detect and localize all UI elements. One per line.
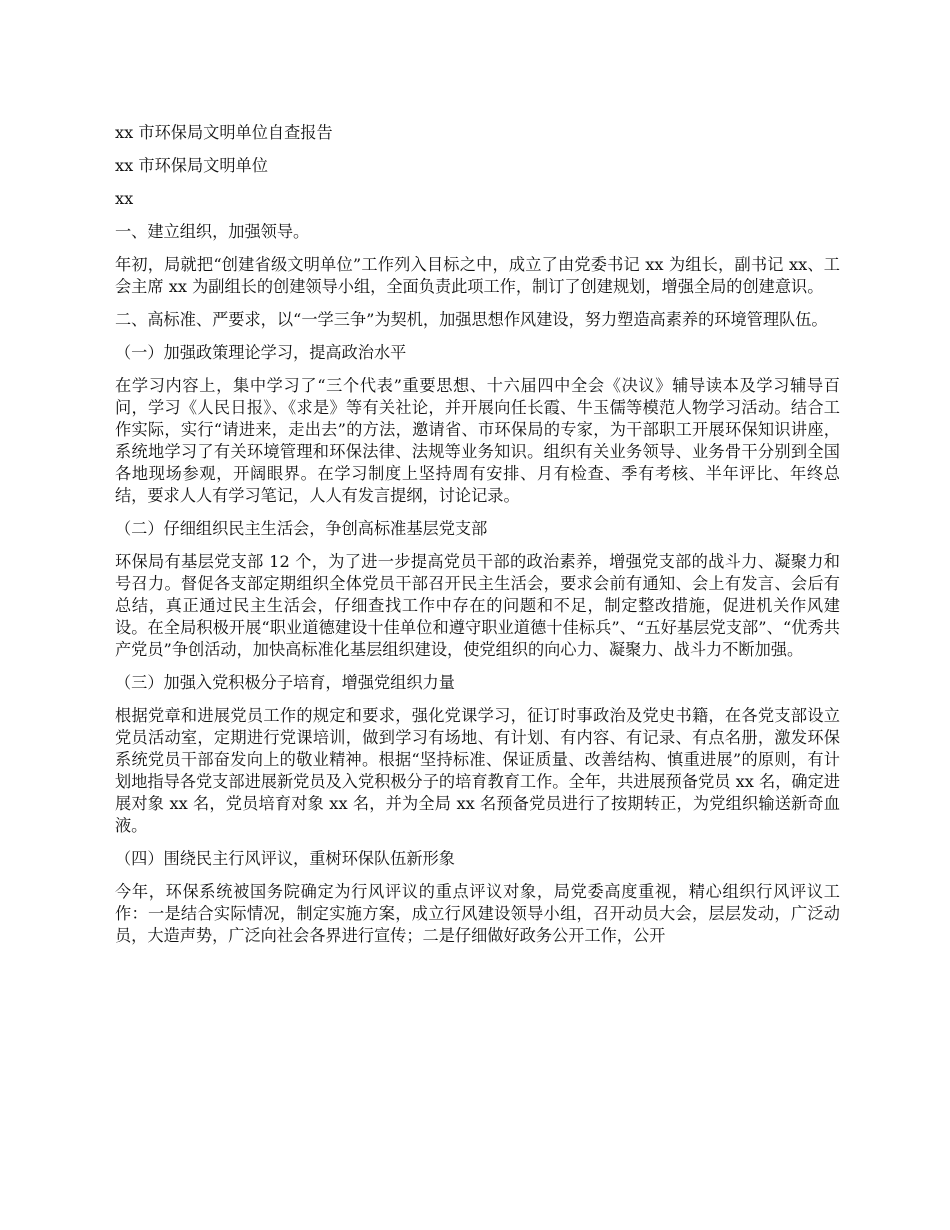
subsection-heading-4: （四）围绕民主行风评议，重树环保队伍新形象: [115, 849, 455, 868]
section-heading-1: 一、建立组织，加强领导。: [115, 222, 310, 241]
paragraph: 年初，局就把“创建省级文明单位”工作列入目标之中，成立了由党委书记 xx 为组长，副书记 xx、工会主席 xx 为副组长的创建领导小组，全面负责此项工作，制订了创建规划，增强全局的创建意识。: [115, 255, 840, 296]
document-page: [115, 122, 840, 958]
document-subtitle: xx 市环保局文明单位: [115, 156, 268, 175]
subsection-heading-1: （一）加强政策理论学习，提高政治水平: [115, 343, 407, 362]
paragraph: 今年，环保系统被国务院确定为行风评议的重点评议对象，局党委高度重视，精心组织行风评议工作：一是结合实际情况，制定实施方案，成立行风建设领导小组，召开动员大会，层层发动，广泛动员，大造声势，广泛向社会各界进行宣传；二是仔细做好政务公开工作，公开: [115, 882, 840, 945]
document-author: xx: [115, 189, 134, 208]
subsection-heading-3: （三）加强入党积极分子培育，增强党组织力量: [115, 673, 455, 692]
document-title: xx 市环保局文明单位自查报告: [115, 123, 333, 142]
subsection-heading-2: （二）仔细组织民主生活会，争创高标准基层党支部: [115, 519, 488, 538]
paragraph: 根据党章和进展党员工作的规定和要求，强化党课学习，征订时事政治及党史书籍，在各党支部设立党员活动室，定期进行党课培训，做到学习有场地、有计划、有内容、有记录、有点名册，激发环保系统党员干部奋发向上的敬业精神。根据“坚持标准、保证质量、改善结构、慎重进展”的原则，有计划地指导各党支部进展新党员及入党积极分子的培育教育工作。全年，共进展预备党员 xx 名，确定进展对象 xx 名，党员培育对象 xx 名，并为全局 xx 名预备党员进行了按期转正，为党组织输送新奇血液。: [115, 706, 840, 835]
paragraph: 环保局有基层党支部 12 个，为了进一步提高党员干部的政治素养，增强党支部的战斗力、凝聚力和号召力。督促各支部定期组织全体党员干部召开民主生活会，要求会前有通知、会上有发言、会后有总结，真正通过民主生活会，仔细查找工作中存在的问题和不足，制定整改措施，促进机关作风建设。在全局积极开展“职业道德建设十佳单位和遵守职业道德十佳标兵”、“五好基层党支部”、“优秀共产党员”争创活动，加快高标准化基层组织建设，使党组织的向心力、凝聚力、战斗力不断加强。: [115, 552, 840, 659]
section-heading-2: 二、高标准、严要求，以“一学三争”为契机，加强思想作风建设，努力塑造高素养的环境管理队伍。: [115, 310, 828, 329]
paragraph: 在学习内容上，集中学习了“三个代表”重要思想、十六届四中全会《决议》辅导读本及学习辅导百问，学习《人民日报》、《求是》等有关社论，并开展向任长霞、牛玉儒等模范人物学习活动。结合工作实际，实行“请进来，走出去”的方法，邀请省、市环保局的专家，为干部职工开展环保知识讲座，系统地学习了有关环境管理和环保法律、法规等业务知识。组织有关业务领导、业务骨干分别到全国各地现场参观，开阔眼界。在学习制度上坚持周有安排、月有检查、季有考核、半年评比、年终总结，要求人人有学习笔记，人人有发言提纲，讨论记录。: [115, 376, 840, 505]
